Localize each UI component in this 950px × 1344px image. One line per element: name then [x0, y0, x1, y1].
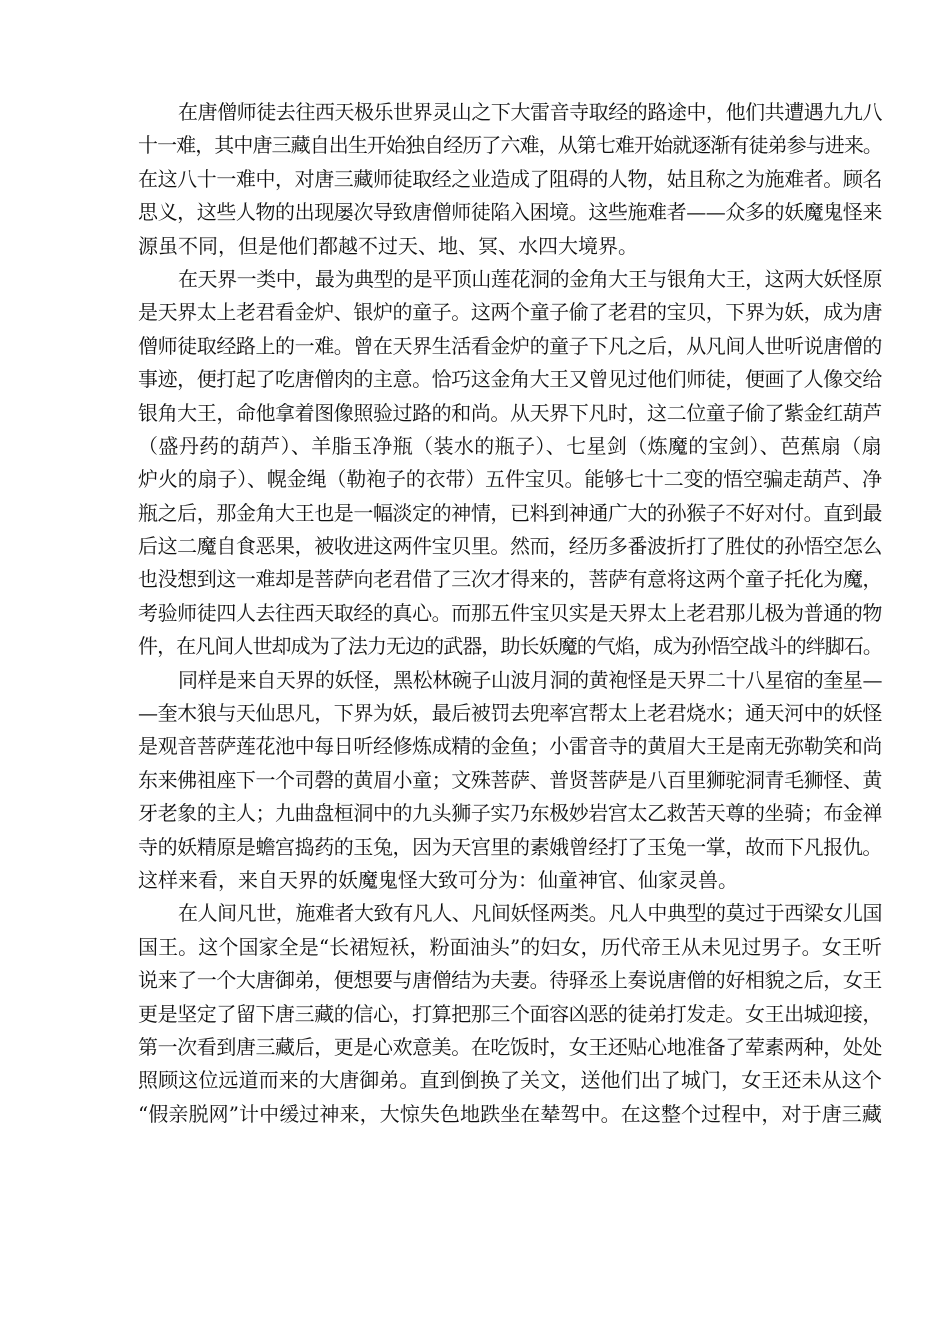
text-line: 是天界太上老君看金炉、银炉的童子。这两个童子偷了老君的宝贝，下界为妖，成为唐 [138, 300, 883, 325]
text-line: 僧师徒取经路上的一难。曾在天界生活看金炉的童子下凡之后，从凡间人世听说唐僧的 [138, 333, 883, 358]
text-line: 瓶之后，那金角大王也是一幅淡定的神情，已料到神通广大的孙猴子不好对付。直到最 [138, 500, 883, 525]
text-line: 牙老象的主人；九曲盘桓洞中的九头狮子实乃东极妙岩宫太乙救苦天尊的坐骑；布金禅 [138, 801, 883, 826]
text-line: 在这八十一难中，对唐三藏师徒取经之业造成了阻碍的人物，姑且称之为施难者。顾名 [138, 166, 883, 191]
text-line: 炉火的扇子）、幌金绳（勒袍子的衣带）五件宝贝。能够七十二变的悟空骗走葫芦、净 [138, 467, 882, 492]
text-line: 在天界一类中，最为典型的是平顶山莲花洞的金角大王与银角大王，这两大妖怪原 [178, 266, 883, 291]
text-line: 国王。这个国家全是“长裙短袄，粉面油头”的妇女，历代帝王从未见过男子。女王听 [138, 934, 882, 959]
text-line: 寺的妖精原是蟾宫捣药的玉兔，因为天宫里的素娥曾经打了玉兔一掌，故而下凡报仇。 [138, 834, 883, 859]
text-line: 件，在凡间人世却成为了法力无边的武器，助长妖魔的气焰，成为孙悟空战斗的绊脚石。 [138, 634, 883, 659]
text-line: —奎木狼与天仙思凡，下界为妖，最后被罚去兜率宫帮太上老君烧水；通天河中的妖怪 [138, 701, 883, 726]
text-line: 事迹，便打起了吃唐僧肉的主意。恰巧这金角大王又曾见过他们师徒，便画了人像交给 [138, 367, 883, 392]
text-line: 在唐僧师徒去往西天极乐世界灵山之下大雷音寺取经的路途中，他们共遭遇九九八 [178, 100, 883, 124]
text-line: 思义，这些人物的出现屡次导致唐僧师徒陷入困境。这些施难者——众多的妖魔鬼怪来 [138, 200, 883, 225]
text-line: 银角大王，命他拿着图像照验过路的和尚。从天界下凡时，这二位童子偷了紫金红葫芦 [138, 400, 883, 425]
text-line: 十一难，其中唐三藏自出生开始独自经历了六难，从第七难开始就逐渐有徒弟参与进来。 [138, 133, 883, 158]
text-line: 说来了一个大唐御弟，便想要与唐僧结为夫妻。待驿丞上奏说唐僧的好相貌之后，女王 [138, 968, 883, 993]
text-line: 是观音菩萨莲花池中每日听经修炼成精的金鱼；小雷音寺的黄眉大王是南无弥勒笑和尚 [138, 734, 883, 759]
text-line: 同样是来自天界的妖怪，黑松林碗子山波月洞的黄袍怪是天界二十八星宿的奎星— [178, 667, 883, 692]
text-line: 在人间凡世，施难者大致有凡人、凡间妖怪两类。凡人中典型的莫过于西梁女儿国 [178, 901, 883, 926]
text-line: 也没想到这一难却是菩萨向老君借了三次才得来的，菩萨有意将这两个童子托化为魔， [138, 567, 883, 592]
text-line: 考验师徒四人去往西天取经的真心。而那五件宝贝实是天界太上老君那儿极为普通的物 [138, 600, 883, 625]
text-line: 更是坚定了留下唐三藏的信心，打算把那三个面容凶恶的徒弟打发走。女王出城迎接， [138, 1001, 883, 1026]
text-line: 源虽不同，但是他们都越不过天、地、冥、水四大境界。 [138, 233, 638, 258]
text-line: 这样来看，来自天界的妖魔鬼怪大致可分为：仙童神官、仙家灵兽。 [138, 867, 738, 892]
text-line: （盛丹药的葫芦）、羊脂玉净瓶（装水的瓶子）、七星剑（炼魔的宝剑）、芭蕉扇（扇 [138, 433, 882, 458]
document-body [138, 96, 882, 1131]
text-line: 第一次看到唐三藏后，更是心欢意美。在吃饭时，女王还贴心地准备了荤素两种，处处 [138, 1034, 883, 1059]
text-line: 东来佛祖座下一个司磬的黄眉小童；文殊菩萨、普贤菩萨是八百里狮驼洞青毛狮怪、黄 [138, 767, 883, 792]
text-line: 照顾这位远道而来的大唐御弟。直到倒换了关文，送他们出了城门，女王还未从这个 [138, 1068, 882, 1093]
text-line: 后这二魔自食恶果，被收进这两件宝贝里。然而，经历多番波折打了胜仗的孙悟空怎么 [138, 534, 883, 559]
text-line: “假亲脱网”计中缓过神来，大惊失色地跌坐在辇驾中。在这整个过程中，对于唐三藏 [138, 1101, 882, 1126]
